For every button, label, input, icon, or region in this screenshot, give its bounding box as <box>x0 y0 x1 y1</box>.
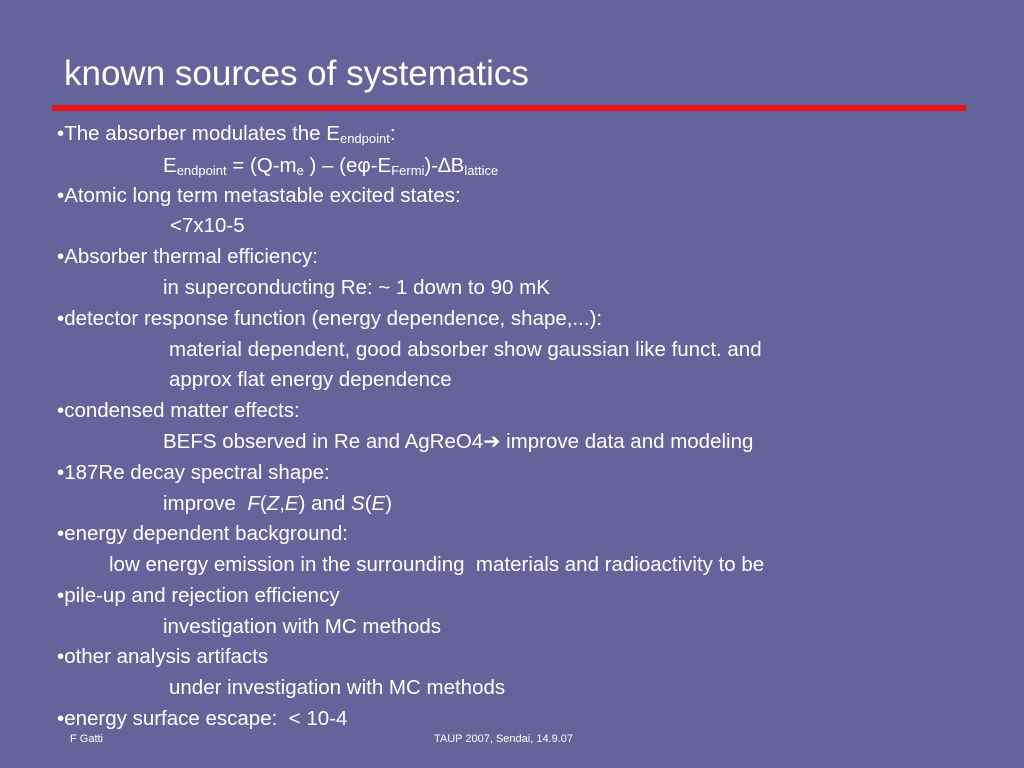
list-item-heading: •The absorber modulates the $E_{endpoint}$: <box>57 122 396 146</box>
list-item-heading: •detector response function (energy dependence, shape,...): <box>57 307 603 330</box>
list-item-detail: improve F(Z,E) and S(E) <box>163 492 393 515</box>
list-item-detail: BEFS observed in Re and AgReO4➔ improve data and modeling <box>163 430 754 453</box>
list-item-detail: in superconducting Re: ~ 1 down to 90 mK <box>163 276 550 299</box>
list-item-heading: •Atomic long term metastable excited states: <box>57 184 461 207</box>
list-item-heading: •energy surface escape: < 10-4 <box>57 707 348 730</box>
list-item-detail: under investigation with MC methods <box>169 676 506 699</box>
list-item-heading: •Absorber thermal efficiency: <box>57 245 318 268</box>
slide-title: known sources of systematics <box>64 54 529 93</box>
list-item-heading: •pile-up and rejection efficiency <box>57 584 340 607</box>
arrow-right-icon: ➔ <box>483 430 501 453</box>
list-item-detail: material dependent, good absorber show gaussian like funct. and <box>169 338 762 361</box>
list-item-heading: •condensed matter effects: <box>57 399 300 422</box>
list-item-heading: •187Re decay spectral shape: <box>57 461 330 484</box>
list-item-detail: <7x10-5 <box>170 214 245 237</box>
list-item-heading: •energy dependent background: <box>57 522 348 545</box>
footer-author: F Gatti <box>70 733 104 745</box>
footer-event: TAUP 2007, Sendai, 14.9.07 <box>434 733 574 745</box>
title-divider <box>52 105 966 111</box>
endpoint-formula: $E_{endpoint} = (Q-m_e$ ) – $(e\varphi-E_{Fermi})-\Delta B_{lattice}$ <box>163 154 499 178</box>
list-item-detail: investigation with MC methods <box>163 615 442 638</box>
list-item-heading: •other analysis artifacts <box>57 645 269 668</box>
list-item-detail: approx flat energy dependence <box>169 368 452 391</box>
list-item-detail: low energy emission in the surrounding materials and radioactivity to be <box>109 553 765 576</box>
